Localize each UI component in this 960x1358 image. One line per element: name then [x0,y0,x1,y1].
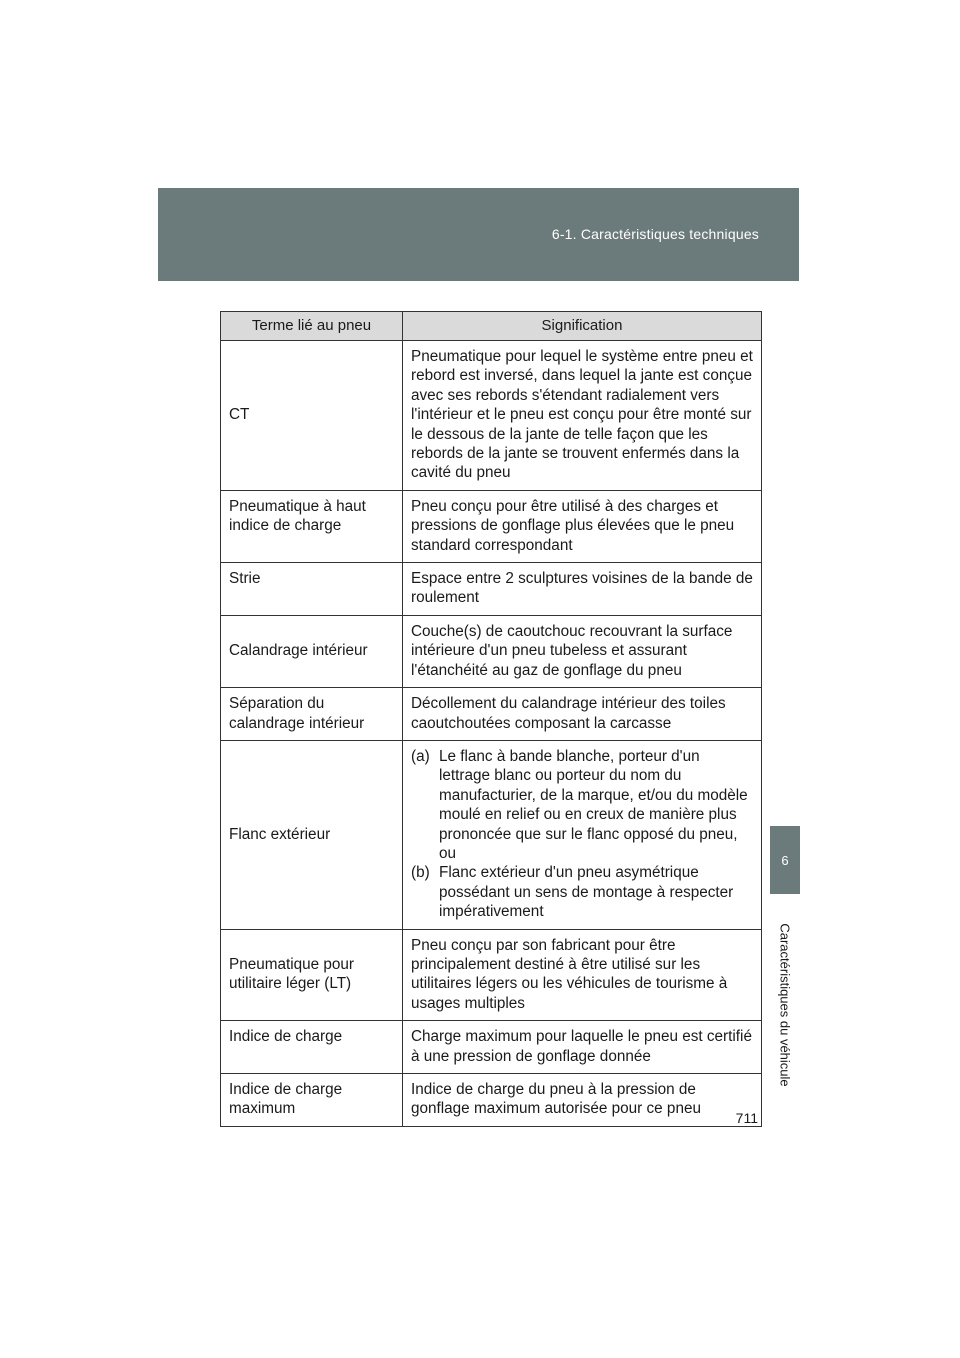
term-cell: Calandrage intérieur [221,615,403,687]
meaning-cell [403,740,762,929]
table-row [221,740,762,929]
table-row [221,1021,762,1074]
table-row [221,490,762,562]
term-cell: Séparation du calandrage intérieur [221,688,403,741]
meaning-cell: Espace entre 2 sculptures voisines de la bande de roulement [403,563,762,616]
list-marker: (a) [411,747,430,765]
table-row [221,1074,762,1127]
chapter-label: Caractéristiques du véhicule [777,923,793,1087]
list-marker: (b) [411,864,430,882]
table-row [221,688,762,741]
term-cell: Pneumatique pour utilitaire léger (LT) [221,929,403,1021]
term-cell: Pneumatique à haut indice de charge [221,490,403,562]
table-row [221,563,762,616]
column-header-term: Terme lié au pneu [221,312,403,341]
chapter-tab [770,826,800,894]
meaning-cell: Pneu conçu pour être utilisé à des charges et pressions de gonflage plus élevées que le pneu standard correspondant [403,490,762,562]
term-cell: CT [221,341,403,491]
meaning-cell: Couche(s) de caoutchouc recouvrant la surface intérieure d'un pneu tubeless et assurant l'étanchéité au gaz de gonflage du pneu [403,615,762,687]
meaning-cell: Décollement du calandrage intérieur des toiles caoutchoutées composant la carcasse [403,688,762,741]
meaning-cell: Charge maximum pour laquelle le pneu est certifié à une pression de gonflage donnée [403,1021,762,1074]
meaning-cell: Pneu conçu par son fabricant pour être principalement destiné à être utilisé sur les utilitaires légers ou les véhicules de tourisme à usages multiples [403,929,762,1021]
table-row [221,929,762,1021]
list-text: Flanc extérieur d'un pneu asymétrique possédant un sens de montage à respecter impérativement [439,864,734,921]
section-title: 6-1. Caractéristiques techniques [551,226,759,242]
term-cell: Indice de charge maximum [221,1074,403,1127]
tire-terms-table [220,311,762,1127]
list-item [411,863,753,921]
header-band [158,188,799,281]
term-cell: Indice de charge [221,1021,403,1074]
table-header-row [221,312,762,341]
page-number: 711 [735,1110,758,1126]
term-cell: Strie [221,563,403,616]
chapter-number: 6 [781,852,789,868]
meaning-cell: Indice de charge du pneu à la pression de gonflage maximum autorisée pour ce pneu [403,1074,762,1127]
column-header-meaning: Signification [403,312,762,341]
list-item [411,747,753,863]
term-cell: Flanc extérieur [221,740,403,929]
list-text: Le flanc à bande blanche, porteur d'un lettrage blanc ou porteur du nom du manufacturier, de la marque, et/ou du modèle moulé en relief ou en creux de manière plus prononcée que sur le flanc opposé du pneu, ou [439,747,748,862]
meaning-cell: Pneumatique pour lequel le système entre pneu et rebord est inversé, dans lequel la jante est conçue avec ses rebords s'étendant radialement vers l'intérieur et le pneu est conçu pour être monté sur le dessous de la jante de telle façon que les rebords de la jante se trouvent enfermés dans la cavité du pneu [403,341,762,491]
meaning-list [411,747,753,922]
table-row [221,341,762,491]
table-row [221,615,762,687]
